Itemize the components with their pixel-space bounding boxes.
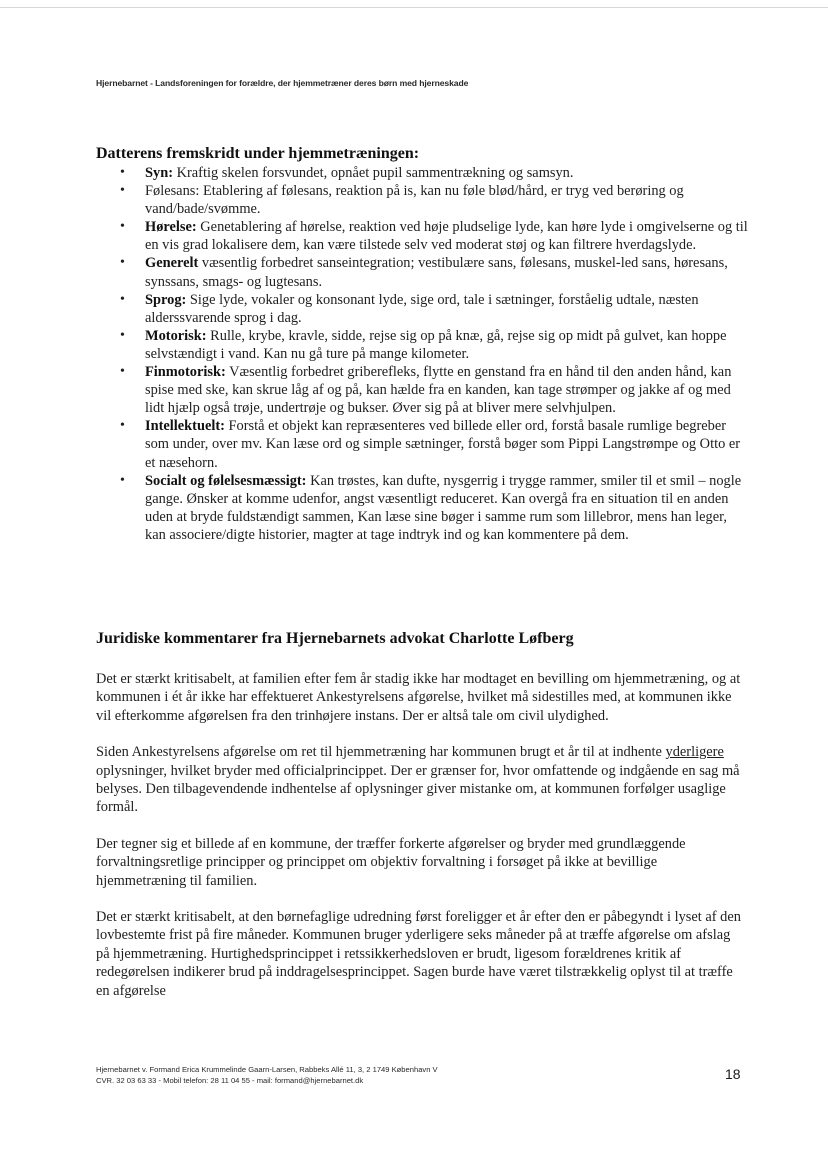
organization-header: Hjernebarnet - Landsforeningen for forældre, der hjemmetræner deres børn med hjerneskade	[96, 78, 469, 88]
list-item-text: Genetablering af hørelse, reaktion ved høje pludselige lyde, kan høre lyde i omgivelserne og til en vis grad lokalisere dem, kan være tilstede selv ved moderat støj og kan filtrere hverdagslyde.	[145, 219, 748, 254]
list-item	[120, 417, 750, 471]
list-item	[120, 182, 750, 218]
list-item-text: Forstå et objekt kan repræsenteres ved billede eller ord, forstå basale rumlige begreber som under, over mv. Kan læse ord og simple sætninger, forstå bøger som Pippi Langstrømpe og Otto er et næsehorn.	[145, 418, 741, 471]
list-item-label: Intellektuelt:	[145, 418, 225, 435]
list-item-text: Kraftig skelen forsvundet, opnået pupil sammentrækning og samsyn.	[173, 165, 574, 181]
list-item-text: Sige lyde, vokaler og konsonant lyde, sige ord, tale i sætninger, forståelig udtale, næsten alderssvarende sprog i dag.	[145, 291, 699, 326]
paragraph: Siden Ankestyrelsens afgørelse om ret til hjemmetræning har kommunen brugt et år til at indhente yderligere oplysninger, hvilket bryder med officialprincippet. Der er grænser for, hvor omfattende og indgående en sag må belyses. Den tilbagevendende indhentelse af oplysninger giver mistanke om, at kommunen forfølger usaglige formål.	[96, 744, 740, 816]
list-item	[120, 254, 750, 290]
progress-list	[120, 164, 750, 544]
list-item	[120, 218, 750, 254]
footer-cvr-contact: CVR. 32 03 63 33 - Mobil telefon: 28 11 04 55 - mail: formand@hjernebarnet.dk	[96, 1076, 364, 1085]
list-item-label: Socialt og følelsesmæssigt:	[145, 472, 307, 489]
page-number: 18	[725, 1066, 741, 1082]
list-item-text: Kan trøstes, kan dufte, nysgerrig i trygge rammer, smiler til et smil – nogle gange. Ønsker at komme udenfor, angst væsentligt reduceret. Kan overgå fra en situation til en anden uden at bryde fuldstændigt sammen, Kan læse sine bøger i samme rum som lillebror, mens han leger, kan associere/digte historier, magter at tage indtryk ind og kan kommentere på dem.	[145, 472, 742, 543]
progress-section-title: Datterens fremskridt under hjemmetræningen:	[96, 145, 420, 162]
legal-comments-body	[96, 670, 746, 1018]
list-item-label: Syn:	[145, 165, 173, 181]
footer-address: Hjernebarnet v. Formand Erica Krummelinde Gaarn-Larsen, Rabbeks Allé 11, 3, 2 1749 København V	[96, 1065, 438, 1074]
list-item-label: Generelt	[145, 255, 199, 272]
list-item	[120, 472, 750, 544]
top-divider	[0, 7, 828, 8]
list-item	[120, 327, 750, 363]
list-item-label: Hørelse:	[145, 219, 197, 236]
list-item-label: Finmotorisk:	[145, 364, 226, 381]
legal-section-title: Juridiske kommentarer fra Hjernebarnets advokat Charlotte Løfberg	[96, 630, 574, 647]
footer-contact-info	[96, 1064, 438, 1086]
list-item-text: Følesans: Etablering af følesans, reaktion på is, kan nu føle blød/hård, er tryg ved berøring og vand/bade/svømme.	[145, 183, 684, 218]
underlined-word: yderligere	[665, 744, 724, 761]
paragraph: Der tegner sig et billede af en kommune, der træffer forkerte afgørelser og bryder med grundlæggende forvaltningsretlige principper og princippet om objektiv forvaltning i forsøget på ikke at bevillige hjemmetræning til familien.	[96, 835, 686, 889]
paragraph: Det er stærkt kritisabelt, at familien efter fem år stadig ikke har modtaget en bevilling om hjemmetræning, og at kommunen i ét år ikke har effektueret Ankestyrelsens afgørelse, hvilket må sidestilles med, at kommunen ikke vil efterkomme afgørelsen fra den trinhøjere instans. Der er altså tale om civil ulydighed.	[96, 671, 741, 724]
paragraph: Det er stærkt kritisabelt, at den børnefaglige udredning først foreligger et år efter den er påbegyndt i lyset af den lovbestemte frist på fire måneder. Kommunen bruger yderligere seks måneder på at træffe afgørelse om afslag på hjemmetræning. Hurtighedsprincippet i retssikkerhedsloven er brudt, ligesom forældrenes kritik af redegørelsen indikerer brud på inddragelsesprincippet. Sagen burde have været tilstrækkelig oplyst til at træffe en afgørelse	[96, 909, 741, 999]
list-item-text: Væsentlig forbedret griberefleks, flytte en genstand fra en hånd til den anden hånd, kan spise med ske, kan skrue låg af og på, kan hælde fra en kanden, kan tage strømper og jakke af og med lidt hjælp også trøje, undertrøje og bukser. Øver sig på at bliver mere selvhjulpen.	[145, 364, 732, 417]
list-item-label: Motorisk:	[145, 327, 207, 344]
list-item	[120, 164, 750, 182]
list-item	[120, 291, 750, 327]
list-item-label: Sprog:	[145, 291, 187, 308]
list-item-text: Rulle, krybe, kravle, sidde, rejse sig op på knæ, gå, rejse sig op midt på gulvet, kan hoppe selvstændigt i vand. Kan nu gå ture på mange kilometer.	[145, 327, 727, 362]
list-item	[120, 363, 750, 417]
list-item-text: væsentlig forbedret sanseintegration; vestibulære sans, følesans, muskel-led sans, høresans, synssans, smags- og lugtesans.	[145, 255, 728, 290]
